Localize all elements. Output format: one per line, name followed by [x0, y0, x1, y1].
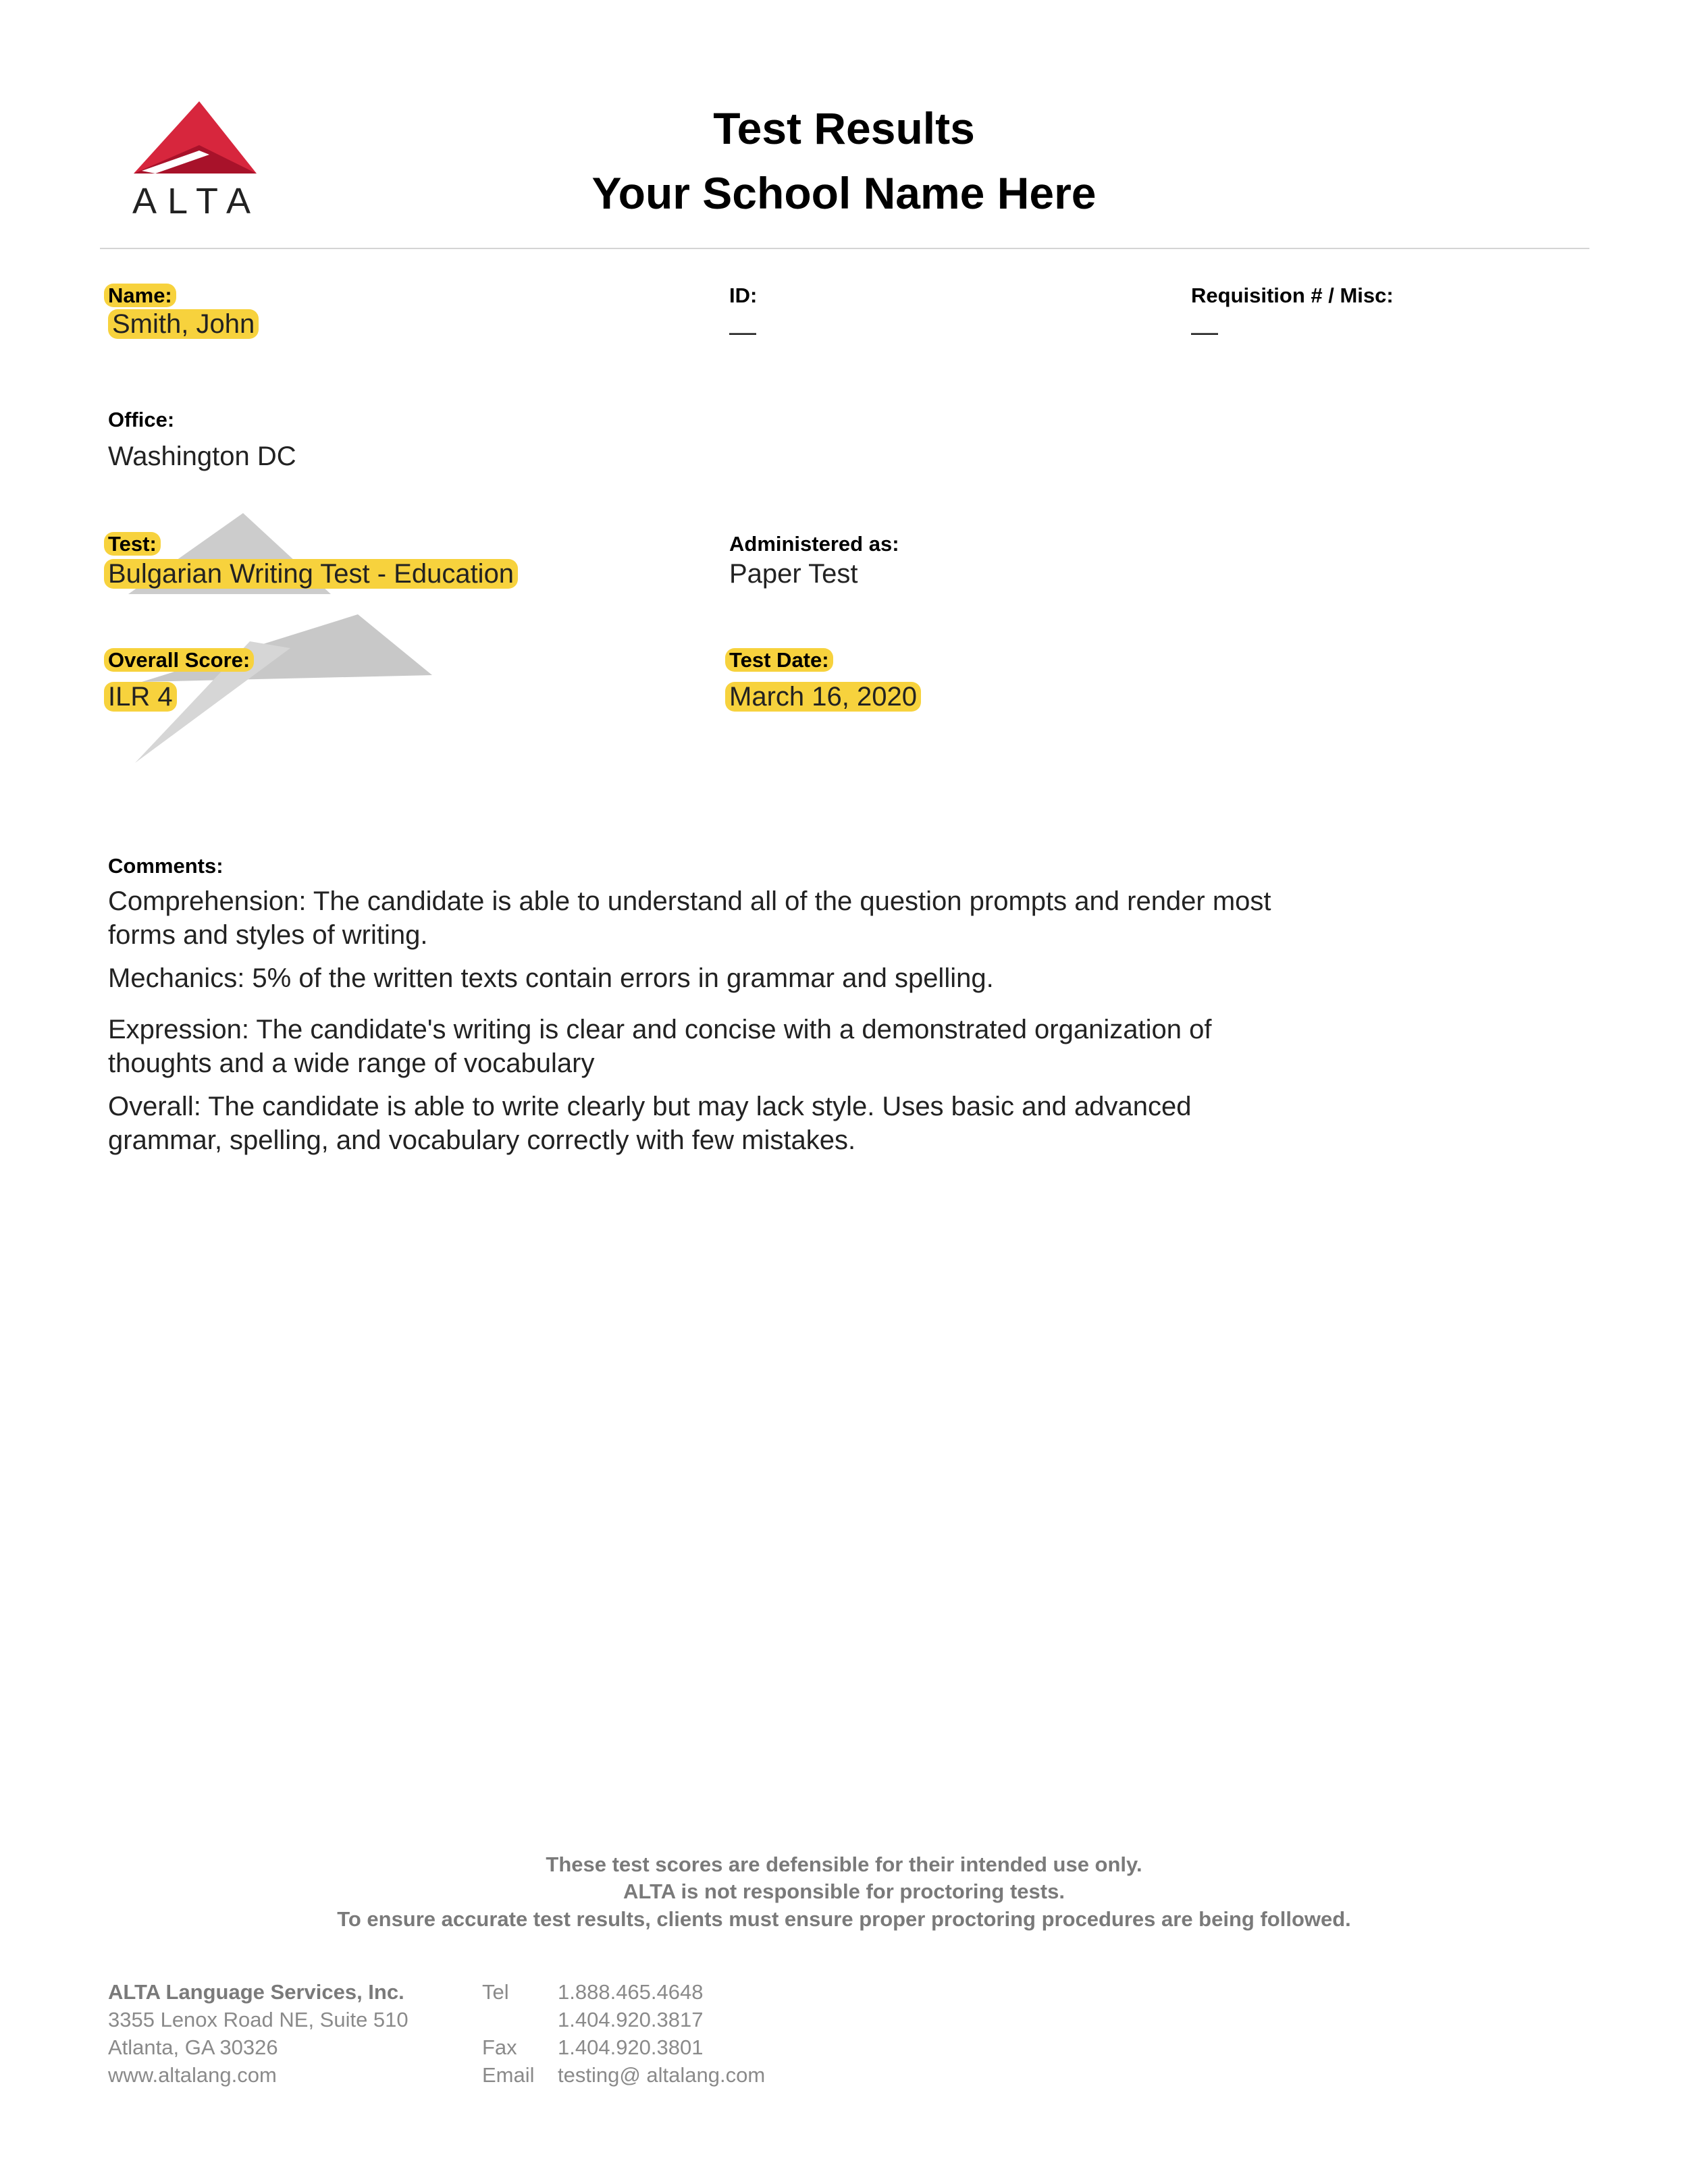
footer-contact-labels [482, 1978, 535, 2089]
school-name: Your School Name Here [591, 168, 1097, 218]
alta-watermark-icon [115, 513, 452, 770]
footer-tel-1: 1.888.465.4648 [558, 1980, 704, 2004]
disclaimer-line-3: To ensure accurate test results, clients must ensure proper proctoring procedures are being followed. [337, 1907, 1351, 1931]
id-label: ID: [729, 284, 758, 307]
comments-label: Comments: [108, 854, 223, 878]
footer-address-line-2: Atlanta, GA 30326 [108, 2035, 278, 2059]
header-divider [100, 248, 1589, 249]
disclaimer-line-2: ALTA is not responsible for proctoring tests. [623, 1880, 1065, 1903]
requisition-label: Requisition # / Misc: [1191, 284, 1394, 307]
comments-body [108, 884, 1296, 1167]
footer-company: ALTA Language Services, Inc. [108, 1980, 404, 2004]
administered-label: Administered as: [729, 532, 899, 556]
footer-email[interactable]: testing@ altalang.com [558, 2063, 766, 2087]
id-value: — [729, 317, 756, 347]
footer-email-label: Email [482, 2063, 535, 2087]
office-label: Office: [108, 408, 175, 431]
footer-fax: 1.404.920.3801 [558, 2035, 704, 2059]
name-label: Name: [104, 284, 176, 308]
test-label: Test: [104, 532, 161, 556]
footer-contact-values [558, 1978, 765, 2089]
comment-overall: Overall: The candidate is able to write clearly but may lack style. Uses basic and advanced grammar, spelling, and vocabulary correctly with few mistakes. [108, 1092, 1192, 1155]
page-title: Test Results [713, 103, 975, 153]
footer-tel-2: 1.404.920.3817 [558, 2008, 704, 2031]
footer-website[interactable]: www.altalang.com [108, 2063, 277, 2087]
logo-wordmark: ALTA [132, 181, 262, 221]
disclaimer-line-1: These test scores are defensible for their intended use only. [546, 1853, 1142, 1876]
administered-value: Paper Test [729, 559, 858, 589]
comment-mechanics: Mechanics: 5% of the written texts contain errors in grammar and spelling. [108, 963, 994, 993]
alta-logo [128, 98, 263, 219]
test-date-value: March 16, 2020 [725, 682, 921, 712]
footer-address [108, 1978, 408, 2089]
test-date-label: Test Date: [725, 648, 833, 672]
footer-tel-label: Tel [482, 1980, 509, 2004]
footer-fax-label: Fax [482, 2035, 517, 2059]
requisition-value: — [1191, 317, 1218, 347]
footer-address-line-1: 3355 Lenox Road NE, Suite 510 [108, 2008, 408, 2031]
test-value: Bulgarian Writing Test - Education [104, 559, 518, 589]
overall-score-label: Overall Score: [104, 648, 254, 672]
overall-score-value: ILR 4 [104, 682, 177, 712]
alta-triangle-icon [128, 98, 263, 179]
comment-comprehension: Comprehension: The candidate is able to understand all of the question prompts and render most forms and styles of writing. [108, 886, 1271, 950]
office-value: Washington DC [108, 442, 296, 471]
comment-expression: Expression: The candidate's writing is clear and concise with a demonstrated organization of thoughts and a wide range of vocabulary [108, 1015, 1212, 1078]
name-value: Smith, John [108, 309, 259, 340]
